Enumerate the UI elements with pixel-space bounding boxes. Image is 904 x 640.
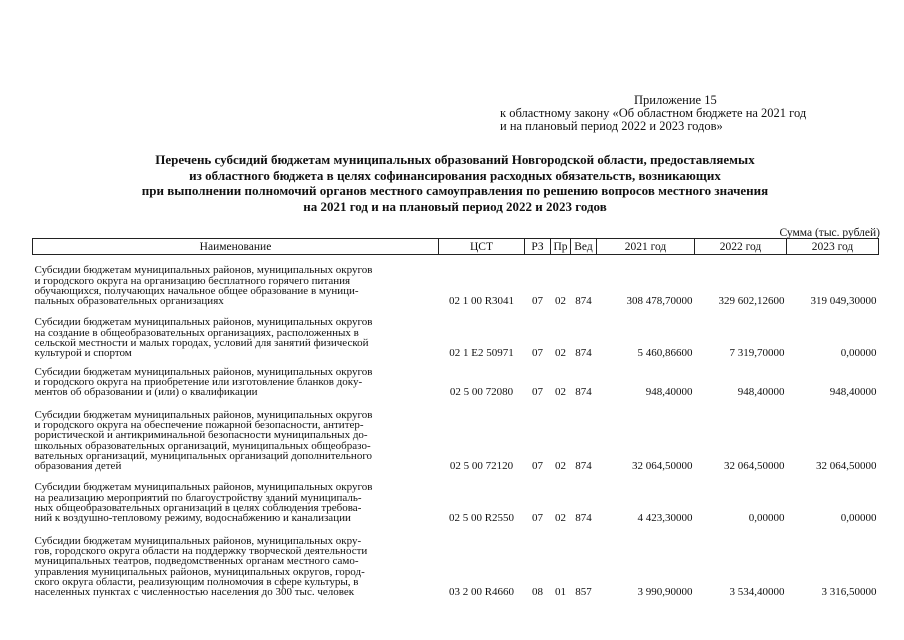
table-row — [33, 472, 879, 524]
row-2022: 32 064,50000 — [724, 460, 785, 473]
row-rz: 07 — [532, 512, 543, 525]
appendix-number: Приложение 15 — [634, 93, 717, 107]
table-row — [33, 359, 879, 398]
row-2022: 0,00000 — [748, 512, 785, 525]
row-name-line: и городского округа на обеспечение пожарной безопасности, антитер- — [34, 419, 364, 432]
col-header-pr: Пр — [551, 239, 571, 255]
row-2022: 3 534,40000 — [729, 586, 785, 599]
row-ved: 874 — [575, 386, 592, 399]
row-pr: 02 — [555, 347, 566, 360]
table-header-row — [33, 239, 879, 255]
row-name-line: рористической и антикриминальной безопасности муниципальных до- — [34, 429, 368, 442]
col-header-2021: 2021 год — [597, 239, 695, 255]
row-2023: 0,00000 — [840, 347, 877, 360]
row-name-line: обучающихся, получающих начальное общее образование в муници- — [34, 284, 359, 297]
table-row — [33, 255, 879, 307]
row-rz: 07 — [532, 460, 543, 473]
row-name-line: муниципальных театров, подведомственных органам местного само- — [34, 555, 359, 568]
subsidies-table — [32, 238, 879, 598]
col-header-2022: 2022 год — [695, 239, 787, 255]
table-row — [33, 398, 879, 472]
row-name-line: ского округа области, реализующим полномочия в сфере культуры, в — [34, 575, 359, 588]
row-2021: 4 423,30000 — [637, 512, 693, 525]
row-cst: 03 2 00 R4660 — [448, 586, 515, 599]
col-header-2023: 2023 год — [787, 239, 879, 255]
row-name-line: ний к воздушно-тепловому режиму, водоснабжению и канализации — [34, 512, 351, 525]
row-pr: 02 — [555, 295, 566, 308]
units-label: Сумма (тыс. рублей) — [779, 227, 880, 239]
appendix-period: и на плановый период 2022 и 2023 годов» — [500, 119, 723, 133]
row-name-line: Субсидии бюджетам муниципальных районов, муниципальных округов — [34, 316, 373, 329]
row-ved: 874 — [575, 295, 592, 308]
row-cst: 02 5 00 R2550 — [448, 512, 515, 525]
row-2021: 3 990,90000 — [637, 586, 693, 599]
row-ved: 857 — [575, 586, 592, 599]
row-pr: 01 — [555, 586, 566, 599]
row-pr: 02 — [555, 460, 566, 473]
row-name — [33, 359, 439, 398]
row-pr: 02 — [555, 512, 566, 525]
row-ved: 874 — [575, 347, 592, 360]
row-name-line: на реализацию мероприятий по благоустройству зданий муниципаль- — [34, 491, 362, 504]
row-rz: 08 — [532, 586, 543, 599]
title-line-4: на 2021 год и на плановый период 2022 и 2023 годов — [303, 198, 607, 214]
row-name-line: ных общеобразовательных организаций в целях соблюдения требова- — [34, 501, 362, 514]
table-row — [33, 307, 879, 359]
row-2021: 308 478,70000 — [626, 295, 693, 308]
title-line-1: Перечень субсидий бюджетам муниципальных образований Новгородской области, предоставляемых — [155, 152, 755, 167]
row-2023: 32 064,50000 — [816, 460, 877, 473]
appendix-note — [500, 94, 890, 133]
row-ved: 874 — [575, 460, 592, 473]
row-name-line: Субсидии бюджетам муниципальных районов, муниципальных округов — [34, 264, 373, 277]
row-rz: 07 — [532, 386, 543, 399]
row-2022: 329 602,12600 — [718, 295, 785, 308]
row-cst: 02 1 Е2 50971 — [449, 347, 514, 360]
row-name-line: и городского округа на организацию бесплатного горячего питания — [34, 274, 351, 287]
table-row — [33, 524, 879, 598]
title-line-2: из областного бюджета в целях софинансирования расходных обязательств, возникающих — [189, 167, 721, 183]
title-line-3: при выполнении полномочий органов местного самоуправления по решению вопросов местного значения — [141, 183, 769, 198]
row-name-line: образования детей — [34, 460, 122, 473]
row-name-line: сельской местности и малых городах, условий для занятий физической — [34, 336, 369, 349]
row-name-line: пальных образовательных организациях — [34, 295, 224, 308]
row-name-line: школьных образовательных организаций, муниципальных общеобразо- — [34, 439, 371, 452]
row-name — [33, 524, 439, 598]
row-name — [33, 472, 439, 524]
row-name-line: управления муниципальных районов, муниципальных округов, город- — [34, 565, 365, 578]
appendix-law-ref: к областному закону «Об областном бюджете на 2021 год — [500, 106, 807, 120]
row-name-line: культурой и спортом — [34, 347, 132, 360]
row-rz: 07 — [532, 347, 543, 360]
row-name-line: вательных организаций, муниципальных организаций дополнительного — [34, 449, 373, 462]
row-name-line: населенных пунктах с численностью населения до 300 тыс. человек — [34, 586, 355, 599]
row-2023: 3 316,50000 — [821, 586, 877, 599]
row-cst: 02 5 00 72080 — [449, 386, 514, 399]
row-2023: 0,00000 — [840, 512, 877, 525]
row-pr: 02 — [555, 386, 566, 399]
row-2023: 319 049,30000 — [810, 295, 877, 308]
document-title — [60, 152, 850, 214]
col-header-ved: Вед — [571, 239, 597, 255]
col-header-cst: ЦСТ — [439, 239, 525, 255]
row-name — [33, 255, 439, 307]
row-2021: 32 064,50000 — [632, 460, 693, 473]
row-ved: 874 — [575, 512, 592, 525]
col-header-rz: РЗ — [525, 239, 551, 255]
row-name-line: гов, городского округа области на поддержку творческой деятельности — [34, 545, 368, 558]
row-name-line: Субсидии бюджетам муниципальных районов, муниципальных округов — [34, 408, 373, 421]
row-2021: 5 460,86600 — [637, 347, 693, 360]
row-name-line: ментов об образовании и (или) о квалификации — [34, 386, 258, 399]
row-cst: 02 1 00 R3041 — [448, 295, 515, 308]
row-name-line: Субсидии бюджетам муниципальных районов, муниципальных округов — [34, 365, 373, 378]
row-name-line: Субсидии бюджетам муниципальных районов, муниципальных окру- — [34, 534, 362, 547]
row-2021: 948,40000 — [645, 386, 693, 399]
row-name-line: Субсидии бюджетам муниципальных районов, муниципальных округов — [34, 481, 373, 494]
row-2022: 7 319,70000 — [729, 347, 785, 360]
row-rz: 07 — [532, 295, 543, 308]
row-name — [33, 307, 439, 359]
row-2022: 948,40000 — [737, 386, 785, 399]
row-2023: 948,40000 — [829, 386, 877, 399]
row-cst: 02 5 00 72120 — [449, 460, 514, 473]
row-name-line: на создание в общеобразовательных организациях, расположенных в — [34, 326, 359, 339]
row-name — [33, 398, 439, 472]
col-header-name: Наименование — [33, 239, 439, 255]
row-name-line: и городского округа на приобретение или изготовление бланков доку- — [34, 375, 363, 388]
